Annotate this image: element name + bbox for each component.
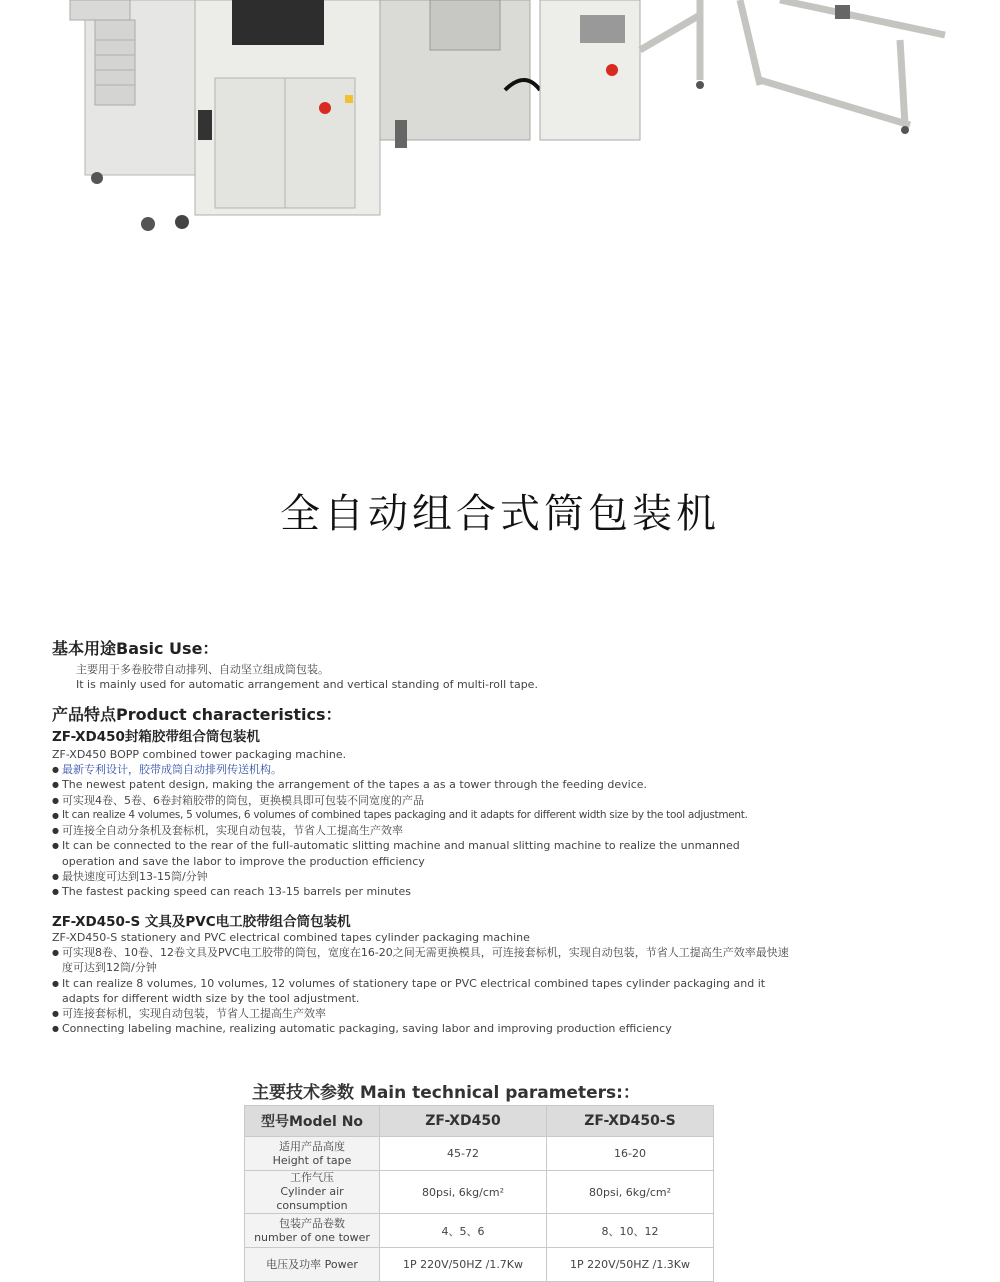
machine-photo <box>0 0 1000 280</box>
table-row <box>245 1214 714 1248</box>
row-label <box>245 1137 380 1171</box>
list-item: ● The newest patent design, making the arrangement of the tapes a as a tower through the feeding device. <box>52 777 792 792</box>
table-header-row <box>245 1106 714 1137</box>
list-item: ● It can realize 8 volumes, 10 volumes, 12 volumes of stationery tape or PVC electrical combined tapes cylinder packaging and it adapts for different width size by the tool adjustment. <box>52 976 792 1007</box>
model1-name: ZF-XD450封箱胶带组合筒包装机 <box>52 729 260 745</box>
list-item: ● 可连接套标机，实现自动包装，节省人工提高生产效率 <box>52 1006 792 1021</box>
basic-use-cn: 主要用于多卷胶带自动排列、自动坚立组成筒包装。 <box>76 663 329 676</box>
list-item: ● 最新专利设计，胶带成筒自动排列传送机构。 <box>52 762 792 777</box>
table-cell: 4、5、6 <box>380 1214 547 1248</box>
list-item: ● It can realize 4 volumes, 5 volumes, 6 volumes of combined tapes packaging and it adapts for different width size by the tool adjustment. <box>52 808 792 823</box>
list-item: ● Connecting labeling machine, realizing automatic packaging, saving labor and improving production efficiency <box>52 1021 792 1036</box>
basic-use-en: It is mainly used for automatic arrangement and vertical standing of multi-roll tape. <box>76 678 538 691</box>
model2-sub: ZF-XD450-S stationery and PVC electrical combined tapes cylinder packaging machine <box>52 931 530 944</box>
header-cell: ZF-XD450-S <box>547 1106 714 1137</box>
table-cell: 8、10、12 <box>547 1214 714 1248</box>
table-row <box>245 1171 714 1214</box>
table-row <box>245 1137 714 1171</box>
params-heading: 主要技术参数 Main technical parameters:： <box>252 1083 640 1103</box>
params-table <box>244 1105 714 1282</box>
list-item: ● The fastest packing speed can reach 13-15 barrels per minutes <box>52 884 792 899</box>
row-label-cn: 电压及功率 Power <box>266 1257 358 1271</box>
list-item: ● 可实现4卷、5卷、6卷封箱胶带的筒包，更换模具即可包装不同宽度的产品 <box>52 793 792 808</box>
model1-list <box>52 762 792 900</box>
row-label-en: Height of tape <box>272 1153 352 1167</box>
table-row <box>245 1248 714 1282</box>
row-label-cn: 适用产品高度 <box>279 1139 345 1153</box>
model2-section <box>52 910 792 1037</box>
table-cell: 1P 220V/50HZ /1.7Kw <box>380 1248 547 1282</box>
table-cell: 45-72 <box>380 1137 547 1171</box>
basic-use-heading: 基本用途Basic Use： <box>52 639 219 658</box>
model2-list <box>52 945 792 1037</box>
row-label <box>245 1248 380 1282</box>
basic-use-section <box>52 636 812 692</box>
table-cell: 1P 220V/50HZ /1.3Kw <box>547 1248 714 1282</box>
row-label-cn: 工作气压 <box>290 1171 334 1184</box>
list-item: ● 可连接全自动分条机及套标机，实现自动包装，节省人工提高生产效率 <box>52 823 792 838</box>
list-item: ● It can be connected to the rear of the full-automatic slitting machine and manual slitting machine to realize the unmanned operation and save the labor to improve the production efficiency <box>52 838 792 869</box>
list-item: ● 可实现8卷、10卷、12卷文具及PVC电工胶带的筒包，宽度在16-20之间无需更换模具，可连接套标机，实现自动包装，节省人工提高生产效率最快速度可达到12筒/分钟 <box>52 945 792 976</box>
row-label-cn: 包装产品卷数 <box>279 1216 345 1230</box>
header-cell: ZF-XD450 <box>380 1106 547 1137</box>
header-cell: 型号Model No <box>245 1106 380 1137</box>
table-cell: 80psi, 6kg/cm² <box>380 1171 547 1214</box>
model1-sub: ZF-XD450 BOPP combined tower packaging machine. <box>52 748 347 761</box>
characteristics-heading: 产品特点Product characteristics： <box>52 705 342 724</box>
table-cell: 16-20 <box>547 1137 714 1171</box>
row-label-en: Cylinder air consumption <box>276 1185 348 1212</box>
characteristics-section <box>52 702 792 900</box>
row-label-en: number of one tower <box>254 1230 370 1244</box>
list-item: ● 最快速度可达到13-15筒/分钟 <box>52 869 792 884</box>
table-cell: 80psi, 6kg/cm² <box>547 1171 714 1214</box>
row-label <box>245 1214 380 1248</box>
page-title: 全自动组合式筒包装机 <box>280 491 720 537</box>
row-label <box>245 1171 380 1214</box>
model2-name: ZF-XD450-S 文具及PVC电工胶带组合筒包装机 <box>52 914 351 930</box>
